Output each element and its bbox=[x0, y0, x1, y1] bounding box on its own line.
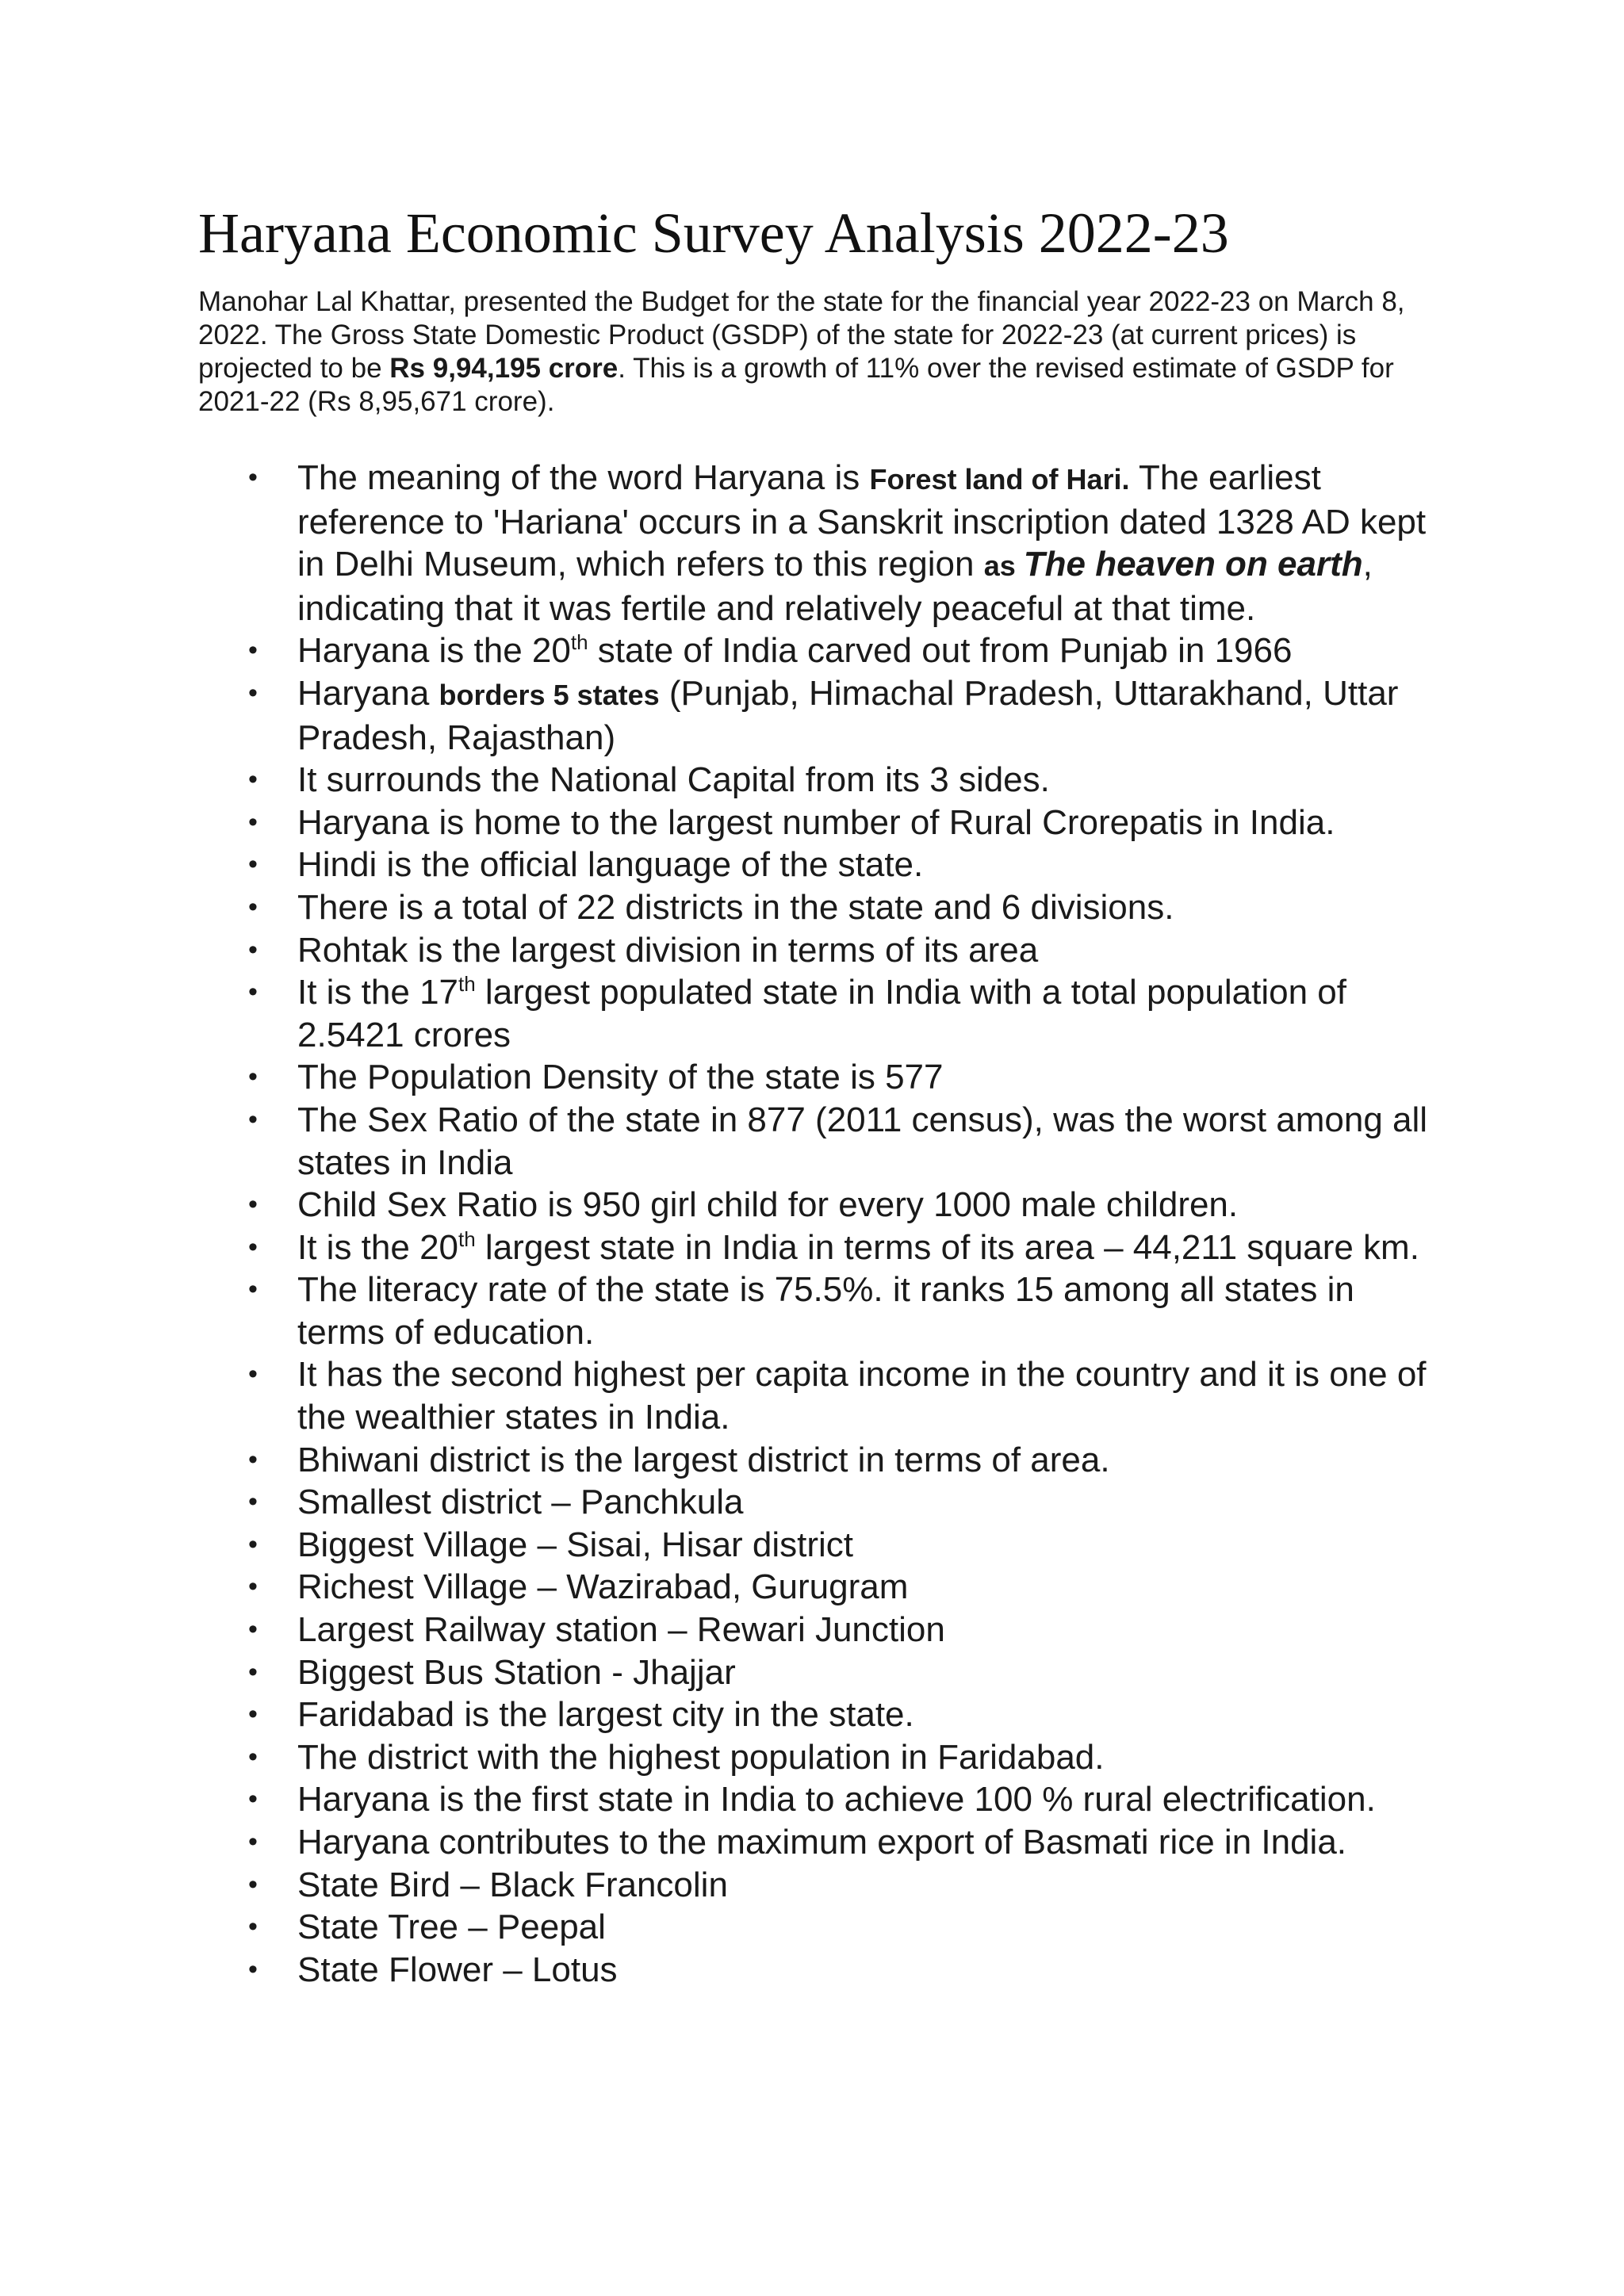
fact-text: Biggest Bus Station - Jhajjar bbox=[297, 1652, 736, 1692]
bullet-icon: • bbox=[248, 1656, 258, 1687]
fact-text: Haryana is the first state in India to achieve 100 % rural electrification. bbox=[297, 1780, 1376, 1820]
fact-bold: Forest land of Hari. bbox=[869, 463, 1130, 496]
bullet-icon: • bbox=[248, 1231, 258, 1262]
document-page bbox=[198, 198, 1435, 1991]
bullet-icon: • bbox=[248, 1189, 258, 1220]
bullet-icon: • bbox=[248, 849, 258, 880]
list-item bbox=[198, 1269, 1435, 1353]
list-item bbox=[198, 1353, 1435, 1438]
fact-bold: borders 5 states bbox=[439, 678, 660, 711]
list-item bbox=[198, 971, 1435, 1056]
list-item bbox=[198, 1056, 1435, 1099]
fact-text: largest populated state in India with a total population of 2.5421 crores bbox=[297, 973, 1347, 1054]
fact-text: (Punjab, Himachal Pradesh, Uttarakhand, Uttar Pradesh, Rajasthan) bbox=[297, 673, 1399, 757]
bullet-icon: • bbox=[248, 977, 258, 1008]
bullet-icon: • bbox=[248, 635, 258, 666]
fact-text: Child Sex Ratio is 950 girl child for every 1000 male children. bbox=[297, 1185, 1239, 1225]
bullet-icon: • bbox=[248, 1359, 258, 1390]
list-item bbox=[198, 1566, 1435, 1609]
list-item bbox=[198, 886, 1435, 929]
fact-text: The Sex Ratio of the state in 877 (2011 census), was the worst among all states in India bbox=[297, 1100, 1428, 1182]
list-item bbox=[198, 1736, 1435, 1779]
list-item bbox=[198, 629, 1435, 672]
fact-text: state of India carved out from Punjab in 1966 bbox=[588, 631, 1293, 671]
fact-text: Haryana contributes to the maximum export of Basmati rice in India. bbox=[297, 1823, 1347, 1862]
bullet-icon: • bbox=[248, 1954, 258, 1984]
list-item bbox=[198, 1821, 1435, 1864]
bullet-icon: • bbox=[248, 462, 258, 492]
list-item bbox=[198, 1226, 1435, 1269]
fact-text: Bhiwani district is the largest district in terms of area. bbox=[297, 1440, 1110, 1479]
bullet-icon: • bbox=[248, 677, 258, 708]
list-item bbox=[198, 1524, 1435, 1567]
bullet-icon: • bbox=[248, 891, 258, 922]
list-item bbox=[198, 457, 1435, 629]
bullet-icon: • bbox=[248, 1699, 258, 1730]
fact-text: Biggest Village – Sisai, Hisar district bbox=[297, 1525, 854, 1564]
fact-text: Largest Railway station – Rewari Junction bbox=[297, 1610, 945, 1650]
facts-list bbox=[198, 457, 1435, 1991]
ordinal-suffix: th bbox=[458, 1226, 476, 1251]
list-item bbox=[198, 1949, 1435, 1992]
fact-text: , indicating that it was fertile and relatively peaceful at that time. bbox=[297, 545, 1373, 628]
bullet-icon: • bbox=[248, 806, 258, 837]
fact-text: It has the second highest per capita income in the country and it is one of the wealthier states in India. bbox=[297, 1355, 1427, 1437]
fact-text: Smallest district – Panchkula bbox=[297, 1483, 744, 1522]
fact-text: It is the 17 bbox=[297, 973, 459, 1012]
gsdp-value: Rs 9,94,195 crore bbox=[389, 353, 619, 384]
list-item bbox=[198, 1906, 1435, 1949]
fact-text: State Tree – Peepal bbox=[297, 1908, 606, 1947]
ordinal-suffix: th bbox=[458, 972, 476, 997]
bullet-icon: • bbox=[248, 764, 258, 795]
fact-text: It is the 20 bbox=[297, 1227, 459, 1267]
list-item bbox=[198, 1778, 1435, 1821]
fact-text: State Bird – Black Francolin bbox=[297, 1865, 728, 1904]
bullet-icon: • bbox=[248, 1571, 258, 1602]
bullet-icon: • bbox=[248, 1741, 258, 1772]
fact-text: The meaning of the word Haryana is bbox=[297, 458, 870, 497]
fact-text: Haryana is home to the largest number of Rural Crorepatis in India. bbox=[297, 802, 1335, 842]
fact-text: Haryana is the 20 bbox=[297, 631, 571, 671]
fact-text: The Population Density of the state is 577 bbox=[297, 1058, 944, 1097]
intro-text: Manohar Lal Khattar, presented the Budget for the state for the financial year 2022-23 on March 8, 2022. The Gross State Domestic Product (GSDP) of the state for 2022-23 (at current prices) is projected to be bbox=[198, 286, 1405, 384]
fact-text: Rohtak is the largest division in terms of its area bbox=[297, 930, 1039, 970]
fact-text: Haryana bbox=[297, 673, 439, 713]
fact-bold-italic: The heaven on earth bbox=[1023, 545, 1363, 584]
fact-text: Richest Village – Wazirabad, Gurugram bbox=[297, 1567, 909, 1607]
fact-text: There is a total of 22 districts in the state and 6 divisions. bbox=[297, 887, 1174, 927]
fact-bold: as bbox=[983, 549, 1024, 583]
intro-paragraph bbox=[198, 285, 1435, 419]
list-item bbox=[198, 1609, 1435, 1651]
list-item bbox=[198, 1481, 1435, 1524]
list-item bbox=[198, 844, 1435, 886]
fact-text: State Flower – Lotus bbox=[297, 1950, 618, 1989]
bullet-icon: • bbox=[248, 934, 258, 965]
fact-text: The earliest reference to 'Hariana' occurs in a Sanskrit inscription dated 1328 AD kept in Delhi Museum, which refers to this region bbox=[297, 458, 1427, 584]
bullet-icon: • bbox=[248, 1911, 258, 1942]
page-title: Haryana Economic Survey Analysis 2022-23 bbox=[198, 201, 1229, 265]
intro-text-end: . This is a growth of 11% over the revised estimate of GSDP for 2021-22 (Rs 8,95,671 crore). bbox=[198, 353, 1394, 417]
list-item bbox=[198, 1651, 1435, 1694]
bullet-icon: • bbox=[248, 1614, 258, 1645]
fact-text: Faridabad is the largest city in the state. bbox=[297, 1695, 914, 1735]
bullet-icon: • bbox=[248, 1444, 258, 1475]
list-item bbox=[198, 1693, 1435, 1736]
fact-text: The district with the highest population in Faridabad. bbox=[297, 1737, 1105, 1777]
list-item bbox=[198, 929, 1435, 972]
fact-text: largest state in India in terms of its area – 44,211 square km. bbox=[475, 1227, 1419, 1267]
bullet-icon: • bbox=[248, 1529, 258, 1559]
fact-text: It surrounds the National Capital from its 3 sides. bbox=[297, 760, 1050, 800]
list-item bbox=[198, 759, 1435, 802]
list-item bbox=[198, 1099, 1435, 1184]
ordinal-suffix: th bbox=[570, 630, 588, 655]
bullet-icon: • bbox=[248, 1274, 258, 1305]
fact-text: Hindi is the official language of the state. bbox=[297, 845, 924, 885]
list-item bbox=[198, 1439, 1435, 1482]
bullet-icon: • bbox=[248, 1062, 258, 1093]
list-item bbox=[198, 672, 1435, 759]
list-item bbox=[198, 1184, 1435, 1226]
bullet-icon: • bbox=[248, 1784, 258, 1815]
fact-text: The literacy rate of the state is 75.5%. it ranks 15 among all states in terms of education. bbox=[297, 1270, 1354, 1352]
bullet-icon: • bbox=[248, 1487, 258, 1517]
list-item bbox=[198, 1864, 1435, 1907]
bullet-icon: • bbox=[248, 1869, 258, 1900]
bullet-icon: • bbox=[248, 1104, 258, 1135]
bullet-icon: • bbox=[248, 1827, 258, 1857]
list-item bbox=[198, 802, 1435, 844]
